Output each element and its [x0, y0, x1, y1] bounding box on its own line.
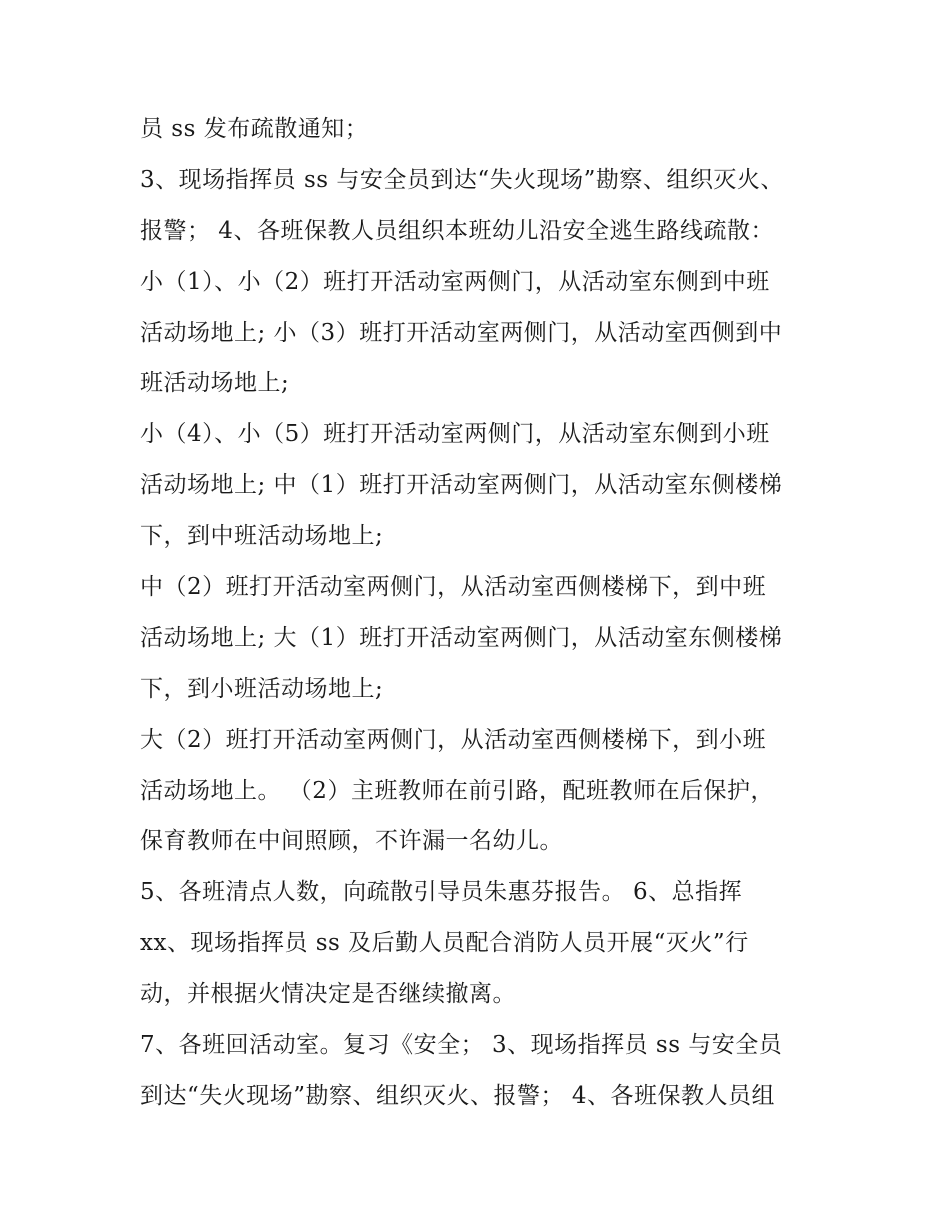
text-line: 活动场地上; 中（1）班打开活动室两侧门，从活动室东侧楼梯: [140, 472, 783, 499]
text-line: xx、现场指挥员 ss 及后勤人员配合消防人员开展“灭火”行: [140, 930, 749, 957]
text-line: 小（1）、小（2）班打开活动室两侧门，从活动室东侧到中班: [140, 268, 770, 295]
document-body: [140, 104, 820, 1122]
text-line: 活动场地上; 小（3）班打开活动室两侧门，从活动室西侧到中: [140, 319, 783, 346]
text-line: 活动场地上; 大（1）班打开活动室两侧门，从活动室东侧楼梯: [140, 624, 783, 651]
text-line: 下，到中班活动场地上;: [140, 523, 384, 550]
text-line: 大（2）班打开活动室两侧门，从活动室西侧楼梯下，到小班: [140, 726, 767, 753]
text-line: 小（4）、小（5）班打开活动室两侧门，从活动室东侧到小班: [140, 421, 770, 448]
text-line: 活动场地上。 （2）主班教师在前引路，配班教师在后保护，: [140, 777, 774, 804]
text-line: 7、各班回活动室。复习《安全； 3、现场指挥员 ss 与安全员: [140, 1032, 783, 1059]
text-line: 班活动场地上;: [140, 370, 290, 397]
text-line: 下，到小班活动场地上;: [140, 675, 384, 702]
text-line: 保育教师在中间照顾，不许漏一名幼儿。: [140, 828, 563, 855]
text-line: 到达“失火现场”勘察、组织灭火、报警； 4、各班保教人员组: [140, 1082, 775, 1109]
text-line: 报警； 4、各班保教人员组织本班幼儿沿安全逃生路线疏散：: [140, 217, 774, 244]
text-line: 3、现场指挥员 ss 与安全员到达“失火现场”勘察、组织灭火、: [140, 166, 784, 193]
text-line: 员 ss 发布疏散通知；: [140, 116, 369, 142]
text-line: 中（2）班打开活动室两侧门，从活动室西侧楼梯下，到中班: [140, 574, 767, 601]
text-line: 5、各班清点人数，向疏散引导员朱惠芬报告。 6、总指挥: [140, 879, 743, 906]
text-line: 动，并根据火情决定是否继续撤离。: [140, 981, 516, 1008]
